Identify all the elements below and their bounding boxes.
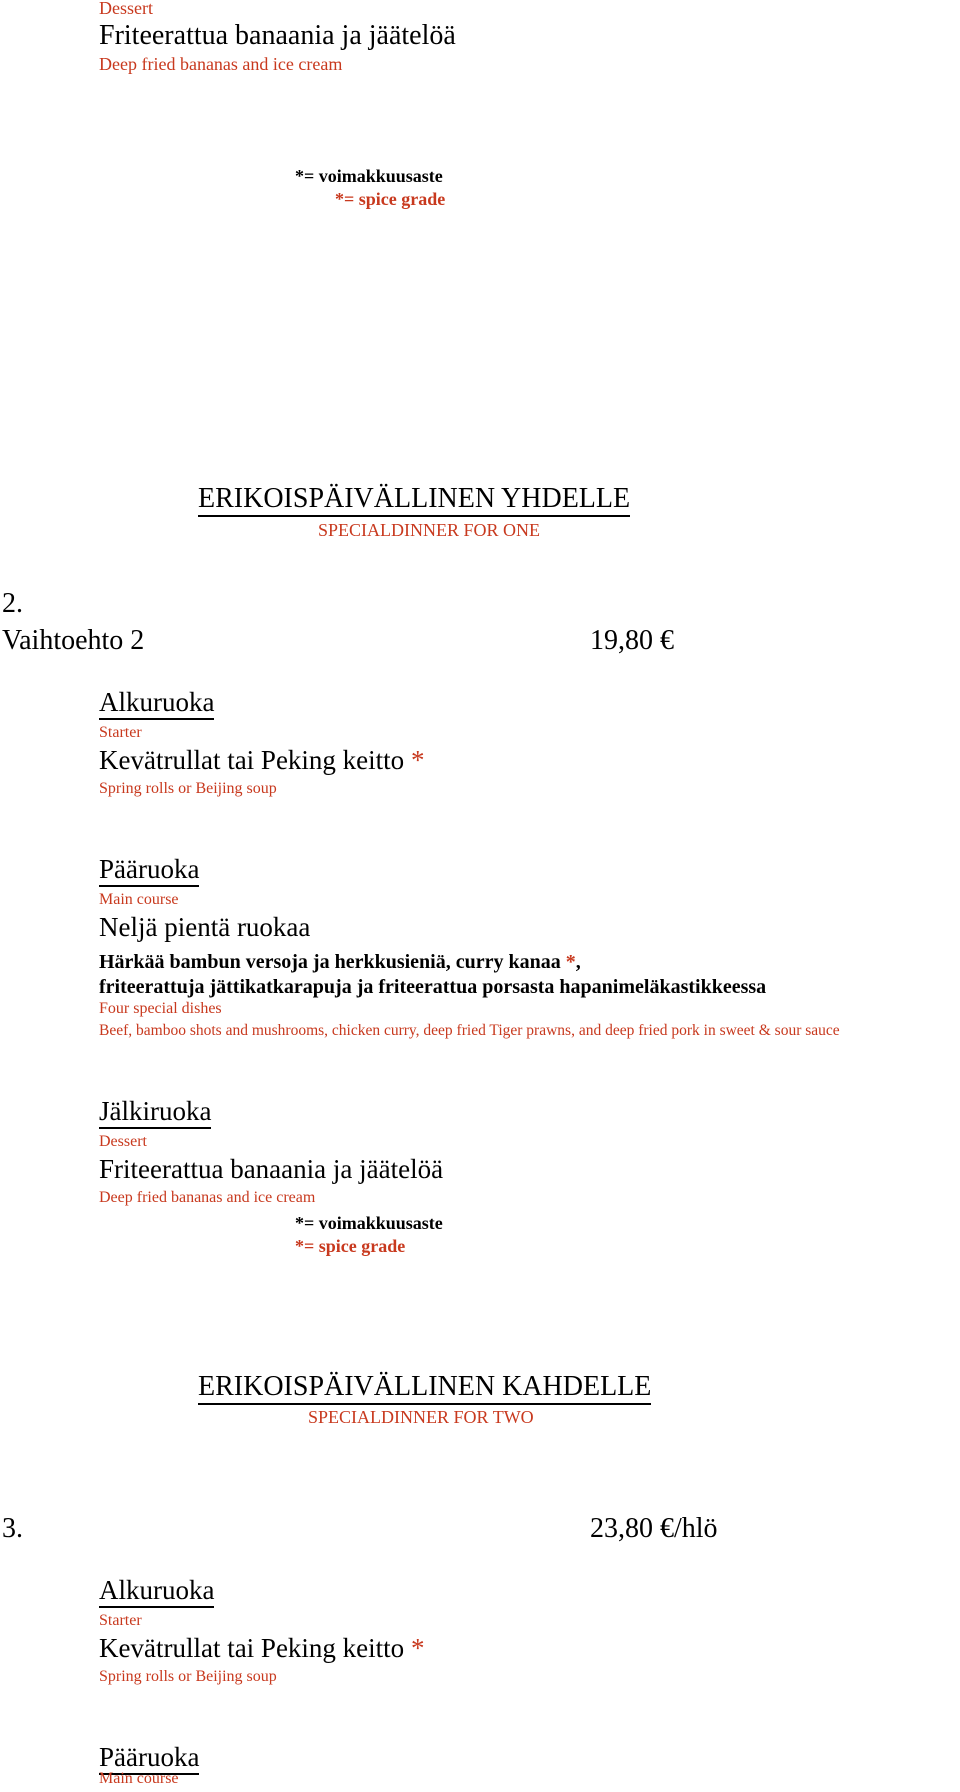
menu2-option: Vaihtoehto 2: [2, 625, 145, 656]
spice-legend-en: *= spice grade: [335, 189, 446, 209]
spice-star: *: [565, 951, 576, 973]
menu2-price: 19,80 €: [590, 625, 674, 656]
menu2-starter-heading: Alkuruoka: [99, 688, 214, 720]
menu2-main-label: Main course: [99, 891, 179, 908]
menu2-dessert-label: Dessert: [99, 1133, 147, 1150]
menu2-dessert-en: Deep fried bananas and ice cream: [99, 1189, 316, 1206]
menu3-title: ERIKOISPÄIVÄLLINEN KAHDELLE: [198, 1372, 651, 1405]
menu2-title: ERIKOISPÄIVÄLLINEN YHDELLE: [198, 484, 630, 517]
menu2-main-en: Four special dishes: [99, 1000, 222, 1017]
dessert-name-en: Deep fried bananas and ice cream: [99, 54, 343, 74]
menu2-starter-en: Spring rolls or Beijing soup: [99, 780, 277, 797]
menu3-main-heading: Pääruoka: [99, 1743, 199, 1775]
menu2-spice-legend-en: *= spice grade: [295, 1236, 406, 1256]
menu2-main-desc-en: Beef, bamboo shots and mushrooms, chicken curry, deep fried Tiger prawns, and deep fried pork in sweet & sour sauce: [99, 1022, 840, 1039]
menu3-subtitle: SPECIALDINNER FOR TWO: [308, 1407, 534, 1427]
menu2-main-heading: Pääruoka: [99, 855, 199, 887]
menu2-starter-label: Starter: [99, 724, 142, 741]
menu2-starter-fi: Kevätrullat tai Peking keitto *: [99, 745, 425, 775]
menu3-starter-en: Spring rolls or Beijing soup: [99, 1668, 277, 1685]
menu2-main-desc-fi-1: Härkää bambun versoja ja herkkusieniä, curry kanaa *,: [99, 951, 581, 973]
menu3-price: 23,80 €/hlö: [590, 1513, 718, 1544]
menu3-starter-heading: Alkuruoka: [99, 1576, 214, 1608]
menu2-number: 2.: [2, 588, 23, 619]
menu2-subtitle: SPECIALDINNER FOR ONE: [318, 520, 541, 540]
menu2-main-fi: Neljä pientä ruokaa: [99, 912, 311, 942]
spice-legend-fi: *= voimakkuusaste: [295, 166, 443, 186]
dessert-name-fi: Friteerattua banaania ja jäätelöä: [99, 20, 456, 51]
menu2-dessert-fi: Friteerattua banaania ja jäätelöä: [99, 1154, 444, 1184]
menu3-starter-fi: Kevätrullat tai Peking keitto *: [99, 1633, 425, 1663]
menu3-main-label: Main course: [99, 1770, 179, 1787]
dessert-label: Dessert: [99, 0, 153, 18]
spice-star: *: [410, 745, 425, 775]
menu3-starter-label: Starter: [99, 1612, 142, 1629]
menu2-dessert-heading: Jälkiruoka: [99, 1097, 211, 1129]
menu3-number: 3.: [2, 1513, 23, 1544]
spice-star: *: [410, 1633, 425, 1663]
menu2-spice-legend-fi: *= voimakkuusaste: [295, 1213, 443, 1233]
menu2-main-desc-fi-2: friteerattuja jättikatkarapuja ja friteerattua porsasta hapanimeläkastikkeessa: [99, 976, 767, 998]
